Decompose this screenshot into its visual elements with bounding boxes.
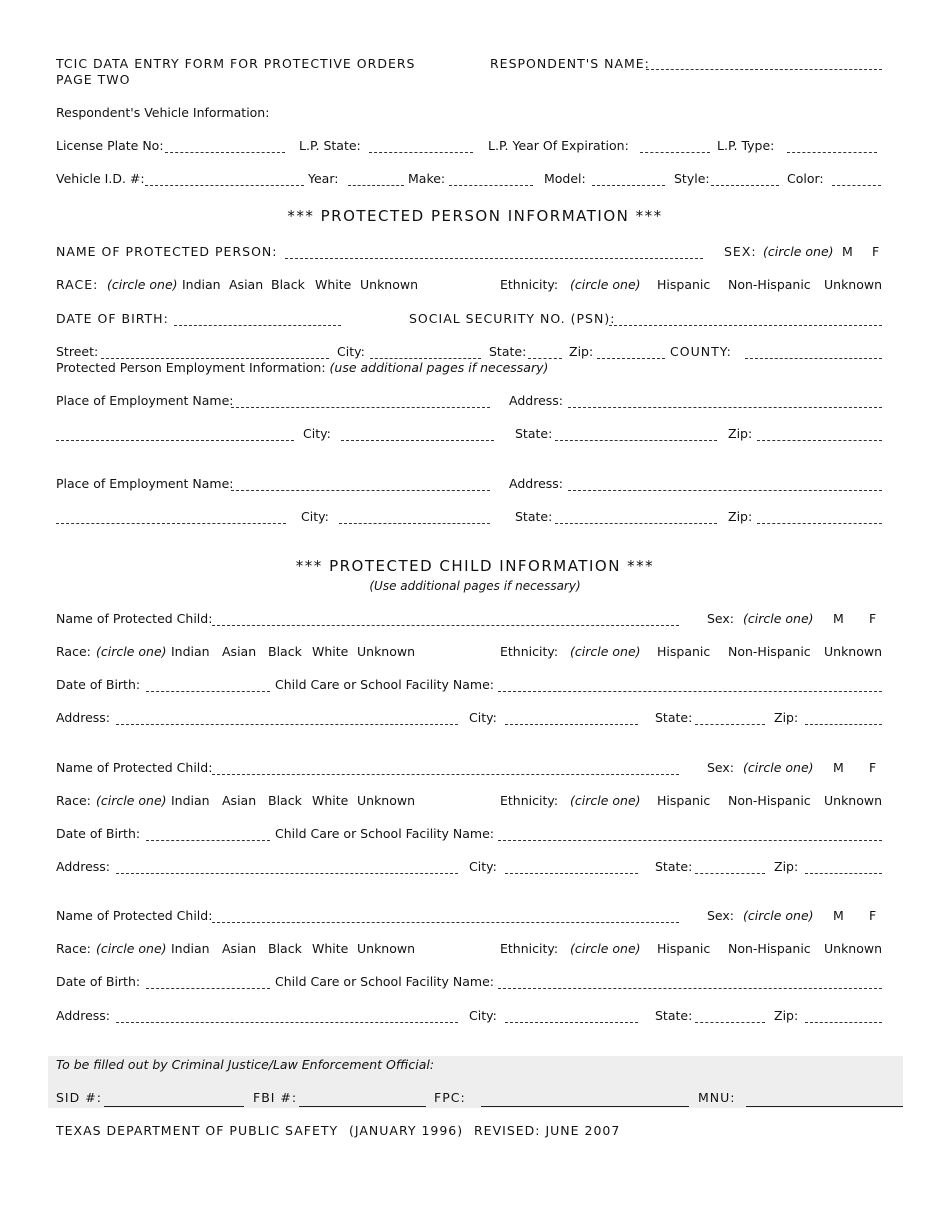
pp-ethnicity-label: Ethnicity:	[500, 277, 559, 292]
child3-sex-circle-note: (circle one)	[743, 908, 814, 923]
child2-zip-field[interactable]	[805, 873, 882, 874]
child2-ethnicity-label: Ethnicity:	[500, 793, 559, 808]
pp-sex-label: SEX:	[724, 244, 757, 259]
footer-revised: REVISED: JUNE 2007	[474, 1123, 621, 1138]
pp-employer1-state-field[interactable]	[555, 440, 717, 441]
child3-name-label: Name of Protected Child:	[56, 908, 213, 923]
pp-employer2-address-field[interactable]	[568, 490, 882, 491]
pp-race-unknown[interactable]: Unknown	[360, 277, 419, 292]
vin-label: Vehicle I.D. #:	[56, 171, 145, 186]
child1-sex-label: Sex:	[707, 611, 735, 626]
pp-ethnicity-non-hispanic[interactable]: Non-Hispanic	[728, 277, 811, 292]
license-plate-label: License Plate No:	[56, 138, 164, 153]
child2-city-field[interactable]	[505, 873, 638, 874]
pp-ethnicity-hispanic[interactable]: Hispanic	[657, 277, 711, 292]
child2-ethnicity-non-hispanic[interactable]: Non-Hispanic	[728, 793, 811, 808]
child3-ethnicity-circle-note: (circle one)	[570, 941, 641, 956]
child2-sex-label: Sex:	[707, 760, 735, 775]
lp-state-label: L.P. State:	[299, 138, 361, 153]
child1-ethnicity-circle-note: (circle one)	[570, 644, 641, 659]
pp-city-field[interactable]	[370, 358, 481, 359]
pp-ethnicity-circle-note: (circle one)	[570, 277, 641, 292]
pp-employer2-state-field[interactable]	[555, 523, 717, 524]
respondent-name-label: RESPONDENT'S NAME:	[490, 56, 650, 71]
pp-employer1-address-label: Address:	[509, 393, 563, 408]
vehicle-heading: Respondent's Vehicle Information:	[56, 105, 270, 120]
style-field[interactable]	[711, 185, 779, 186]
child1-race-asian[interactable]: Asian	[222, 644, 257, 659]
child1-dob-field[interactable]	[146, 691, 270, 692]
child3-dob-field[interactable]	[146, 988, 270, 989]
lp-type-label: L.P. Type:	[717, 138, 775, 153]
page-label: PAGE TWO	[56, 72, 131, 87]
child3-name-field[interactable]	[212, 922, 679, 923]
sid-field[interactable]	[104, 1106, 244, 1107]
pp-employer1-zip-field[interactable]	[757, 440, 882, 441]
child3-sex-label: Sex:	[707, 908, 735, 923]
child1-facility-label: Child Care or School Facility Name:	[275, 677, 495, 692]
pp-race-asian[interactable]: Asian	[229, 277, 264, 292]
pp-employment-heading-text: Protected Person Employment Information:	[56, 360, 326, 375]
child2-city-label: City:	[469, 859, 497, 874]
child3-race-black[interactable]: Black	[268, 941, 302, 956]
child3-city-label: City:	[469, 1008, 497, 1023]
color-label: Color:	[787, 171, 824, 186]
pp-employer1-address2-field[interactable]	[56, 440, 294, 441]
pp-state-field[interactable]	[528, 358, 562, 359]
child3-ethnicity-label: Ethnicity:	[500, 941, 559, 956]
child3-dob-label: Date of Birth:	[56, 974, 141, 989]
license-plate-field[interactable]	[165, 152, 285, 153]
pp-employment-note: (use additional pages if necessary)	[329, 360, 549, 375]
mnu-label: MNU:	[698, 1090, 736, 1105]
child2-facility-field[interactable]	[498, 840, 882, 841]
child1-race-circle-note: (circle one)	[96, 644, 167, 659]
pp-race-black[interactable]: Black	[271, 277, 305, 292]
child1-sex-m[interactable]: M	[833, 611, 844, 626]
child1-facility-field[interactable]	[498, 691, 882, 692]
child1-state-label: State:	[655, 710, 693, 725]
footer-agency: TEXAS DEPARTMENT OF PUBLIC SAFETY	[56, 1123, 339, 1138]
pp-ethnicity-unknown[interactable]: Unknown	[824, 277, 883, 292]
child1-ethnicity-unknown[interactable]: Unknown	[824, 644, 883, 659]
pp-employer2-zip-label: Zip:	[728, 509, 753, 524]
child3-zip-field[interactable]	[805, 1022, 882, 1023]
child2-race-label: Race:	[56, 793, 91, 808]
fpc-field[interactable]	[481, 1106, 689, 1107]
child2-ethnicity-hispanic[interactable]: Hispanic	[657, 793, 711, 808]
child3-ethnicity-hispanic[interactable]: Hispanic	[657, 941, 711, 956]
form-title: TCIC DATA ENTRY FORM FOR PROTECTIVE ORDERS	[56, 56, 416, 71]
pp-employer1-zip-label: Zip:	[728, 426, 753, 441]
child2-address-field[interactable]	[116, 873, 458, 874]
child1-city-field[interactable]	[505, 724, 638, 725]
child1-ethnicity-hispanic[interactable]: Hispanic	[657, 644, 711, 659]
child3-race-asian[interactable]: Asian	[222, 941, 257, 956]
child1-city-label: City:	[469, 710, 497, 725]
child3-ethnicity-non-hispanic[interactable]: Non-Hispanic	[728, 941, 811, 956]
pp-employer2-field[interactable]	[231, 490, 490, 491]
child3-race-indian[interactable]: Indian	[171, 941, 210, 956]
pp-employer2-address2-field[interactable]	[56, 523, 286, 524]
pp-zip-label: Zip:	[569, 344, 594, 359]
pp-employer2-label: Place of Employment Name:	[56, 476, 234, 491]
child2-name-field[interactable]	[212, 774, 679, 775]
pp-dob-field[interactable]	[174, 325, 341, 326]
pp-zip-field[interactable]	[597, 358, 665, 359]
pp-city-label: City:	[337, 344, 365, 359]
protected-person-name-label: NAME OF PROTECTED PERSON:	[56, 244, 278, 259]
pp-race-indian[interactable]: Indian	[182, 277, 221, 292]
child3-facility-field[interactable]	[498, 988, 882, 989]
child1-race-white[interactable]: White	[312, 644, 349, 659]
pp-race-white[interactable]: White	[315, 277, 352, 292]
pp-employer1-state-label: State:	[515, 426, 553, 441]
pp-ssn-field[interactable]	[609, 325, 882, 326]
fbi-field[interactable]	[299, 1106, 426, 1107]
color-field[interactable]	[832, 185, 881, 186]
pp-street-label: Street:	[56, 344, 99, 359]
footer-date: (JANUARY 1996)	[349, 1123, 464, 1138]
pp-employer2-city-label: City:	[301, 509, 329, 524]
make-label: Make:	[408, 171, 446, 186]
respondent-name-field[interactable]	[646, 69, 882, 70]
pp-employer1-field[interactable]	[231, 407, 490, 408]
child1-race-indian[interactable]: Indian	[171, 644, 210, 659]
child3-state-field[interactable]	[695, 1022, 765, 1023]
child2-dob-label: Date of Birth:	[56, 826, 141, 841]
child3-address-field[interactable]	[116, 1022, 458, 1023]
child1-address-field[interactable]	[116, 724, 458, 725]
child1-race-unknown[interactable]: Unknown	[357, 644, 416, 659]
child2-address-label: Address:	[56, 859, 110, 874]
make-field[interactable]	[449, 185, 533, 186]
child2-state-field[interactable]	[695, 873, 765, 874]
child2-dob-field[interactable]	[146, 840, 270, 841]
child2-sex-m[interactable]: M	[833, 760, 844, 775]
child3-facility-label: Child Care or School Facility Name:	[275, 974, 495, 989]
child2-name-label: Name of Protected Child:	[56, 760, 213, 775]
lp-year-label: L.P. Year Of Expiration:	[488, 138, 629, 153]
child1-name-field[interactable]	[212, 625, 679, 626]
protected-child-section-title: *** PROTECTED CHILD INFORMATION ***	[295, 557, 655, 575]
lp-state-field[interactable]	[369, 152, 473, 153]
child2-state-label: State:	[655, 859, 693, 874]
child3-ethnicity-unknown[interactable]: Unknown	[824, 941, 883, 956]
pp-ssn-label: SOCIAL SECURITY NO. (PSN):	[409, 311, 616, 326]
pp-street-field[interactable]	[101, 358, 329, 359]
style-label: Style:	[674, 171, 710, 186]
child2-race-indian[interactable]: Indian	[171, 793, 210, 808]
protected-person-name-field[interactable]	[285, 258, 703, 259]
pp-employer2-address-label: Address:	[509, 476, 563, 491]
child1-dob-label: Date of Birth:	[56, 677, 141, 692]
child2-race-black[interactable]: Black	[268, 793, 302, 808]
child1-ethnicity-label: Ethnicity:	[500, 644, 559, 659]
child2-sex-circle-note: (circle one)	[743, 760, 814, 775]
vin-field[interactable]	[145, 185, 304, 186]
child2-race-asian[interactable]: Asian	[222, 793, 257, 808]
pp-employer2-state-label: State:	[515, 509, 553, 524]
child1-sex-circle-note: (circle one)	[743, 611, 814, 626]
year-field[interactable]	[348, 185, 404, 186]
child1-race-label: Race:	[56, 644, 91, 659]
pp-employment-heading	[56, 360, 548, 376]
pp-state-label: State:	[489, 344, 527, 359]
model-field[interactable]	[592, 185, 665, 186]
child1-zip-field[interactable]	[805, 724, 882, 725]
model-label: Model:	[544, 171, 586, 186]
pp-employer1-address-field[interactable]	[568, 407, 882, 408]
fpc-label: FPC:	[434, 1090, 466, 1105]
child2-ethnicity-circle-note: (circle one)	[570, 793, 641, 808]
pp-employer1-city-field[interactable]	[341, 440, 494, 441]
child3-sex-m[interactable]: M	[833, 908, 844, 923]
sid-label: SID #:	[56, 1090, 102, 1105]
lp-type-field[interactable]	[787, 152, 877, 153]
child2-race-white[interactable]: White	[312, 793, 349, 808]
child3-state-label: State:	[655, 1008, 693, 1023]
fbi-label: FBI #:	[253, 1090, 298, 1105]
child3-city-field[interactable]	[505, 1022, 638, 1023]
child3-race-unknown[interactable]: Unknown	[357, 941, 416, 956]
child1-name-label: Name of Protected Child:	[56, 611, 213, 626]
pp-employer2-city-field[interactable]	[339, 523, 490, 524]
pp-sex-f[interactable]: F	[872, 244, 880, 259]
child3-race-label: Race:	[56, 941, 91, 956]
year-label: Year:	[308, 171, 339, 186]
child3-zip-label: Zip:	[774, 1008, 799, 1023]
child3-sex-f[interactable]: F	[869, 908, 877, 923]
child1-sex-f[interactable]: F	[869, 611, 877, 626]
child2-race-unknown[interactable]: Unknown	[357, 793, 416, 808]
pp-county-label: COUNTY:	[670, 344, 732, 359]
child3-race-circle-note: (circle one)	[96, 941, 167, 956]
lp-year-field[interactable]	[640, 152, 710, 153]
child2-ethnicity-unknown[interactable]: Unknown	[824, 793, 883, 808]
child2-zip-label: Zip:	[774, 859, 799, 874]
child3-address-label: Address:	[56, 1008, 110, 1023]
child1-race-black[interactable]: Black	[268, 644, 302, 659]
pp-sex-m[interactable]: M	[842, 244, 853, 259]
pp-race-circle-note: (circle one)	[107, 277, 178, 292]
pp-dob-label: DATE OF BIRTH:	[56, 311, 169, 326]
pp-employer2-zip-field[interactable]	[757, 523, 882, 524]
child3-race-white[interactable]: White	[312, 941, 349, 956]
child1-state-field[interactable]	[695, 724, 765, 725]
official-use-heading: To be filled out by Criminal Justice/Law Enforcement Official:	[56, 1057, 435, 1072]
pp-employer1-city-label: City:	[303, 426, 331, 441]
pp-sex-circle-note: (circle one)	[763, 244, 834, 259]
protected-person-section-title: *** PROTECTED PERSON INFORMATION ***	[287, 207, 663, 225]
pp-county-field[interactable]	[745, 358, 882, 359]
child1-ethnicity-non-hispanic[interactable]: Non-Hispanic	[728, 644, 811, 659]
child2-facility-label: Child Care or School Facility Name:	[275, 826, 495, 841]
child1-zip-label: Zip:	[774, 710, 799, 725]
protected-child-note: (Use additional pages if necessary)	[369, 579, 581, 593]
pp-race-label: RACE:	[56, 277, 99, 292]
child2-race-circle-note: (circle one)	[96, 793, 167, 808]
pp-employer1-label: Place of Employment Name:	[56, 393, 234, 408]
mnu-field[interactable]	[746, 1106, 903, 1107]
child1-address-label: Address:	[56, 710, 110, 725]
child2-sex-f[interactable]: F	[869, 760, 877, 775]
